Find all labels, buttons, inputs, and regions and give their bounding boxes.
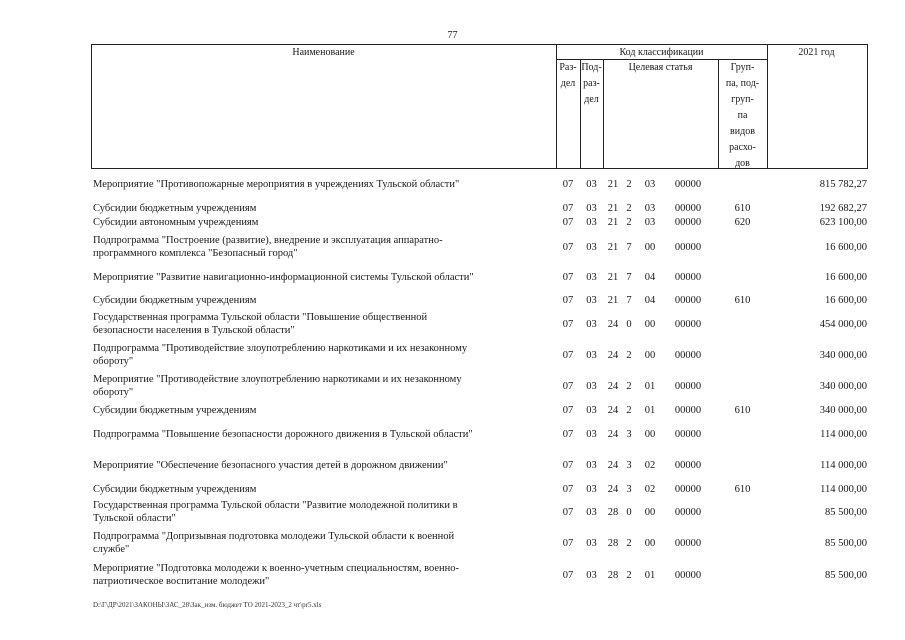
code-t4: 00000 xyxy=(674,429,702,440)
header-target: Целевая статья xyxy=(628,62,693,73)
row-amount: 623 100,00 xyxy=(819,217,867,228)
code-t3: 03 xyxy=(644,179,656,190)
header-razdel: Раз- дел xyxy=(559,62,577,89)
header-divider xyxy=(767,44,768,168)
row-name: Подпрограмма "Допризывная подготовка молодежи Тульской области к военной службе" xyxy=(93,531,455,555)
code-t4: 00000 xyxy=(674,484,702,495)
code-t2: 0 xyxy=(626,507,632,518)
code-t4: 00000 xyxy=(674,381,702,392)
row-name: Субсидии бюджетным учреждениям xyxy=(93,484,257,495)
header-year: 2021 год xyxy=(798,47,835,58)
table-row xyxy=(0,562,905,588)
code-podrazdel: 03 xyxy=(586,350,597,361)
code-podrazdel: 03 xyxy=(586,405,597,416)
code-t1: 21 xyxy=(607,203,619,214)
code-t4: 00000 xyxy=(674,295,702,306)
code-t3: 03 xyxy=(644,203,656,214)
code-t3: 00 xyxy=(644,507,656,518)
code-t1: 24 xyxy=(607,405,619,416)
code-t4: 00000 xyxy=(674,350,702,361)
row-amount: 85 500,00 xyxy=(825,538,867,549)
code-vr: 610 xyxy=(734,484,751,495)
code-t1: 24 xyxy=(607,484,619,495)
code-podrazdel: 03 xyxy=(586,217,597,228)
row-name: Мероприятие "Противодействие злоупотреблению наркотиками и их незаконному обороту" xyxy=(93,374,462,398)
code-podrazdel: 03 xyxy=(586,429,597,440)
code-podrazdel: 03 xyxy=(586,460,597,471)
row-name: Субсидии бюджетным учреждениям xyxy=(93,203,257,214)
row-amount: 16 600,00 xyxy=(825,295,867,306)
file-path-footer: D:\Г\ДР\2021\ЗАКОНЫ\ЗАС_28\Зак_изм. бюджет ТО 2021-2023_2 чт\pr5.xls xyxy=(93,601,322,609)
header-group: Груп- па, под- груп- па видов расхо- дов xyxy=(725,62,760,169)
code-podrazdel: 03 xyxy=(586,570,597,581)
code-t2: 2 xyxy=(626,217,632,228)
code-t1: 24 xyxy=(607,429,619,440)
row-amount: 192 682,27 xyxy=(819,203,867,214)
code-t4: 00000 xyxy=(674,179,702,190)
code-t3: 04 xyxy=(644,272,656,283)
row-name: Государственная программа Тульской области "Повышение общественной безопасности населения в Тульской области" xyxy=(93,312,428,336)
code-podrazdel: 03 xyxy=(586,179,597,190)
code-podrazdel: 03 xyxy=(586,295,597,306)
table-row xyxy=(0,373,905,399)
code-vr: 610 xyxy=(734,295,751,306)
row-amount: 114 000,00 xyxy=(820,429,867,440)
code-podrazdel: 03 xyxy=(586,507,597,518)
header-podrazdel: Под- раз- дел xyxy=(581,62,602,105)
code-t2: 7 xyxy=(626,242,632,253)
table-row xyxy=(0,234,905,260)
code-t3: 03 xyxy=(644,217,656,228)
code-t1: 21 xyxy=(607,179,619,190)
code-t3: 01 xyxy=(644,405,656,416)
code-t4: 00000 xyxy=(674,319,702,330)
row-amount: 340 000,00 xyxy=(819,405,867,416)
row-amount: 16 600,00 xyxy=(825,272,867,283)
code-t1: 24 xyxy=(607,319,619,330)
table-row xyxy=(0,499,905,525)
table-row xyxy=(0,202,905,215)
code-t4: 00000 xyxy=(674,217,702,228)
row-amount: 340 000,00 xyxy=(819,381,867,392)
code-t2: 7 xyxy=(626,295,632,306)
code-t4: 00000 xyxy=(674,507,702,518)
code-podrazdel: 03 xyxy=(586,319,597,330)
code-razdel: 07 xyxy=(562,381,574,392)
code-t4: 00000 xyxy=(674,203,702,214)
row-amount: 114 000,00 xyxy=(820,484,867,495)
code-t3: 00 xyxy=(644,538,656,549)
row-amount: 454 000,00 xyxy=(819,319,867,330)
code-razdel: 07 xyxy=(562,350,574,361)
code-t4: 00000 xyxy=(674,272,702,283)
code-razdel: 07 xyxy=(562,295,574,306)
row-name: Субсидии бюджетным учреждениям xyxy=(93,295,257,306)
code-t1: 21 xyxy=(607,217,619,228)
code-t2: 0 xyxy=(626,319,632,330)
code-t2: 2 xyxy=(626,179,632,190)
code-razdel: 07 xyxy=(562,507,574,518)
row-name: Субсидии автономным учреждениям xyxy=(93,217,259,228)
table-row xyxy=(0,178,905,191)
code-t4: 00000 xyxy=(674,538,702,549)
code-razdel: 07 xyxy=(562,217,574,228)
code-podrazdel: 03 xyxy=(586,381,597,392)
code-razdel: 07 xyxy=(562,319,574,330)
code-t4: 00000 xyxy=(674,405,702,416)
row-amount: 114 000,00 xyxy=(820,460,867,471)
code-t2: 3 xyxy=(626,429,632,440)
code-t2: 2 xyxy=(626,350,632,361)
code-t1: 21 xyxy=(607,242,619,253)
row-name: Подпрограмма "Построение (развитие), внедрение и эксплуатация аппаратно- программного комплекса "Безопасный город" xyxy=(93,235,443,259)
code-t1: 28 xyxy=(607,538,619,549)
code-vr: 610 xyxy=(734,405,751,416)
table-row xyxy=(0,428,905,441)
code-t1: 28 xyxy=(607,507,619,518)
code-vr: 610 xyxy=(734,203,751,214)
code-t3: 00 xyxy=(644,350,656,361)
code-t2: 2 xyxy=(626,538,632,549)
row-name: Мероприятие "Подготовка молодежи к военно-учетным специальностям, военно- патриотическое воспитание молодежи" xyxy=(93,563,460,587)
table-row xyxy=(0,483,905,496)
code-t1: 24 xyxy=(607,460,619,471)
code-razdel: 07 xyxy=(562,179,574,190)
code-t2: 7 xyxy=(626,272,632,283)
code-t3: 00 xyxy=(644,429,656,440)
header-code: Код классификации xyxy=(619,47,704,58)
code-razdel: 07 xyxy=(562,570,574,581)
code-t1: 24 xyxy=(607,381,619,392)
row-amount: 815 782,27 xyxy=(819,179,867,190)
code-razdel: 07 xyxy=(562,242,574,253)
code-t2: 2 xyxy=(626,381,632,392)
table-row xyxy=(0,216,905,229)
table-row xyxy=(0,311,905,337)
code-t2: 2 xyxy=(626,203,632,214)
code-t1: 21 xyxy=(607,295,619,306)
table-row xyxy=(0,294,905,307)
row-name: Субсидии бюджетным учреждениям xyxy=(93,405,257,416)
code-t3: 04 xyxy=(644,295,656,306)
row-name: Мероприятие "Противопожарные мероприятия в учреждениях Тульской области" xyxy=(93,179,460,190)
code-t3: 01 xyxy=(644,570,656,581)
code-t3: 00 xyxy=(644,319,656,330)
row-name: Государственная программа Тульской области "Развитие молодежной политики в Тульской области" xyxy=(93,500,458,524)
row-amount: 340 000,00 xyxy=(819,350,867,361)
code-podrazdel: 03 xyxy=(586,242,597,253)
code-t3: 01 xyxy=(644,381,656,392)
code-t1: 24 xyxy=(607,350,619,361)
table-row xyxy=(0,342,905,368)
code-razdel: 07 xyxy=(562,405,574,416)
code-razdel: 07 xyxy=(562,460,574,471)
code-podrazdel: 03 xyxy=(586,203,597,214)
code-t3: 02 xyxy=(644,460,656,471)
row-amount: 16 600,00 xyxy=(825,242,867,253)
code-vr: 620 xyxy=(734,217,751,228)
code-t2: 3 xyxy=(626,460,632,471)
code-podrazdel: 03 xyxy=(586,272,597,283)
code-podrazdel: 03 xyxy=(586,538,597,549)
code-podrazdel: 03 xyxy=(586,484,597,495)
code-razdel: 07 xyxy=(562,538,574,549)
code-t4: 00000 xyxy=(674,460,702,471)
row-name: Мероприятие "Обеспечение безопасного участия детей в дорожном движении" xyxy=(93,460,448,471)
code-t2: 2 xyxy=(626,570,632,581)
code-t3: 00 xyxy=(644,242,656,253)
code-t4: 00000 xyxy=(674,570,702,581)
code-razdel: 07 xyxy=(562,429,574,440)
table-row xyxy=(0,530,905,556)
code-t3: 02 xyxy=(644,484,656,495)
row-amount: 85 500,00 xyxy=(825,570,867,581)
code-razdel: 07 xyxy=(562,203,574,214)
table-row xyxy=(0,459,905,472)
row-amount: 85 500,00 xyxy=(825,507,867,518)
table-row xyxy=(0,404,905,417)
row-name: Мероприятие "Развитие навигационно-информационной системы Тульской области" xyxy=(93,272,474,283)
code-t2: 2 xyxy=(626,405,632,416)
header-name: Наименование xyxy=(292,47,355,58)
code-t4: 00000 xyxy=(674,242,702,253)
code-t1: 28 xyxy=(607,570,619,581)
code-t2: 3 xyxy=(626,484,632,495)
row-name: Подпрограмма "Противодействие злоупотреблению наркотиками и их незаконному обороту" xyxy=(93,343,468,367)
code-razdel: 07 xyxy=(562,484,574,495)
row-name: Подпрограмма "Повышение безопасности дорожного движения в Тульской области" xyxy=(93,429,473,440)
code-t1: 21 xyxy=(607,272,619,283)
table-row xyxy=(0,271,905,284)
page-number: 77 xyxy=(447,30,458,41)
code-razdel: 07 xyxy=(562,272,574,283)
